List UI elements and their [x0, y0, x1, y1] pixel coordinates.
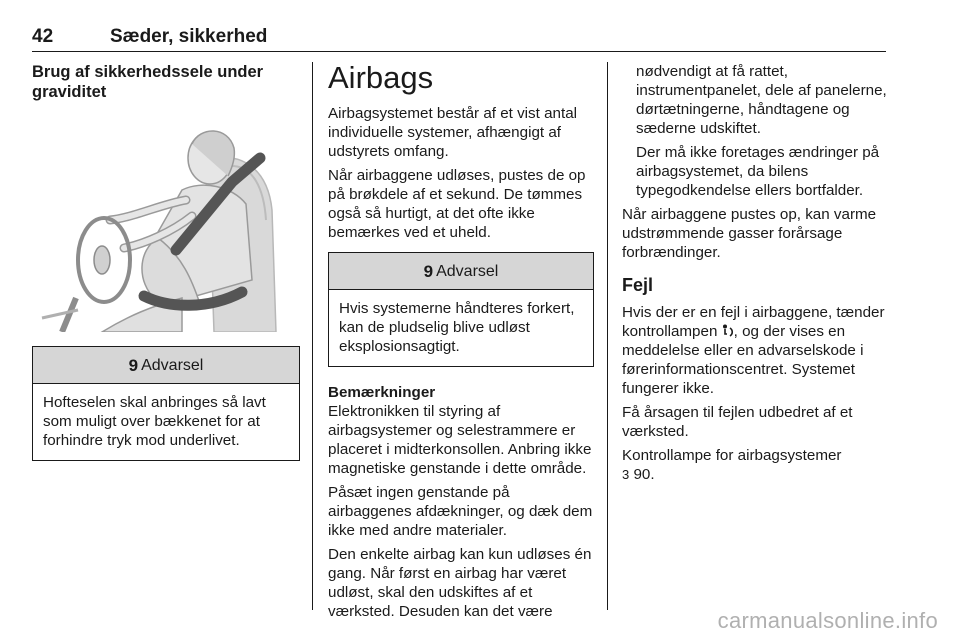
- column-divider-2: [607, 62, 608, 610]
- fejl-paragraph-1: [622, 303, 892, 398]
- reference-paragraph: [622, 446, 892, 484]
- airbag-deploy-paragraph: Når airbaggene udløses, pustes de op på brøkdele af et sekund. De tømmes også så hurtigt, at det ofte ikke bemærkes ved et uheld.: [328, 167, 586, 241]
- warning-triangle-icon: 9: [423, 261, 434, 281]
- column-2: [328, 62, 594, 626]
- warning-box-handling: [328, 252, 594, 367]
- section-title: Sæder, sikkerhed: [110, 26, 268, 47]
- warning-header: [329, 253, 593, 290]
- fejl-text-a: Hvis der er en fejl i airbaggene, tænder kontrollampen: [622, 304, 885, 340]
- warning-triangle-icon: 9: [128, 355, 139, 375]
- page-header: [32, 26, 886, 54]
- airbag-warning-icon: [722, 323, 734, 340]
- heading-fejl: Fejl: [622, 275, 654, 295]
- notes-paragraph-3: Den enkelte airbag kan kun udløses én gang. Når først en airbag har været udløst, skal den udskiftes af et værksted. Desuden kan det være: [328, 546, 592, 620]
- column-1: [32, 62, 300, 461]
- page-reference-arrow-icon: 3: [622, 467, 630, 482]
- pregnant-seatbelt-illustration: [32, 120, 298, 332]
- column-divider-1: [312, 62, 313, 610]
- notes-paragraph-1: Elektronikken til styring af airbagsystemer og selestrammere er placeret i midterkonsollen. Anbring ikke magnetiske genstande i dette område.: [328, 403, 592, 477]
- page-reference-link[interactable]: 90.: [633, 466, 655, 483]
- airbag-intro-paragraph: Airbagsystemet består af et vist antal individuelle systemer, afhængigt af udstyrets omfang.: [328, 105, 578, 160]
- fejl-text-b: , og der vises en meddelelse eller en advarselskode i førerinformationscentret. Systemet fungerer ikke.: [622, 323, 864, 397]
- header-rule: [32, 51, 886, 52]
- warning-header: [33, 347, 299, 384]
- notes-paragraph-4: Der må ikke foretages ændringer på airbagsystemet, da bilens typegodkendelse ellers bortfalder.: [636, 144, 880, 199]
- page-number: 42: [32, 26, 54, 47]
- burn-warning-paragraph: Når airbaggene pustes op, kan varme udstrømmende gasser forårsage forbrændinger.: [622, 206, 877, 261]
- notes-title: Bemærkninger: [328, 384, 436, 401]
- warning-title: Advarsel: [436, 262, 499, 280]
- subheading-pregnancy: Brug af sikkerhedssele under graviditet: [32, 63, 264, 101]
- heading-airbags: Airbags: [328, 60, 434, 95]
- watermark: carmanualsonline.info: [717, 608, 938, 633]
- reference-label: Kontrollampe for airbagsystemer: [622, 447, 842, 464]
- fejl-paragraph-2: Få årsagen til fejlen udbedret af et værksted.: [622, 404, 853, 440]
- warning-box-pregnancy: [32, 346, 300, 461]
- column-3: [622, 62, 892, 489]
- warning-title: Advarsel: [141, 356, 204, 374]
- warning-text: Hofteselen skal anbringes så lavt som muligt over bækkenet for at forhindre tryk mod underlivet.: [43, 394, 266, 449]
- notes-paragraph-2: Påsæt ingen genstande på airbaggenes afdækninger, og dæk dem ikke med andre materialer.: [328, 484, 593, 539]
- warning-text: Hvis systemerne håndteres forkert, kan de pludselig blive udløst eksplosionsagtigt.: [339, 300, 575, 355]
- notes-paragraph-3-continued: nødvendigt at få rattet, instrumentpanelet, dele af panelerne, dørtætningerne, håndtagene og sæderne udskiftet.: [636, 63, 887, 137]
